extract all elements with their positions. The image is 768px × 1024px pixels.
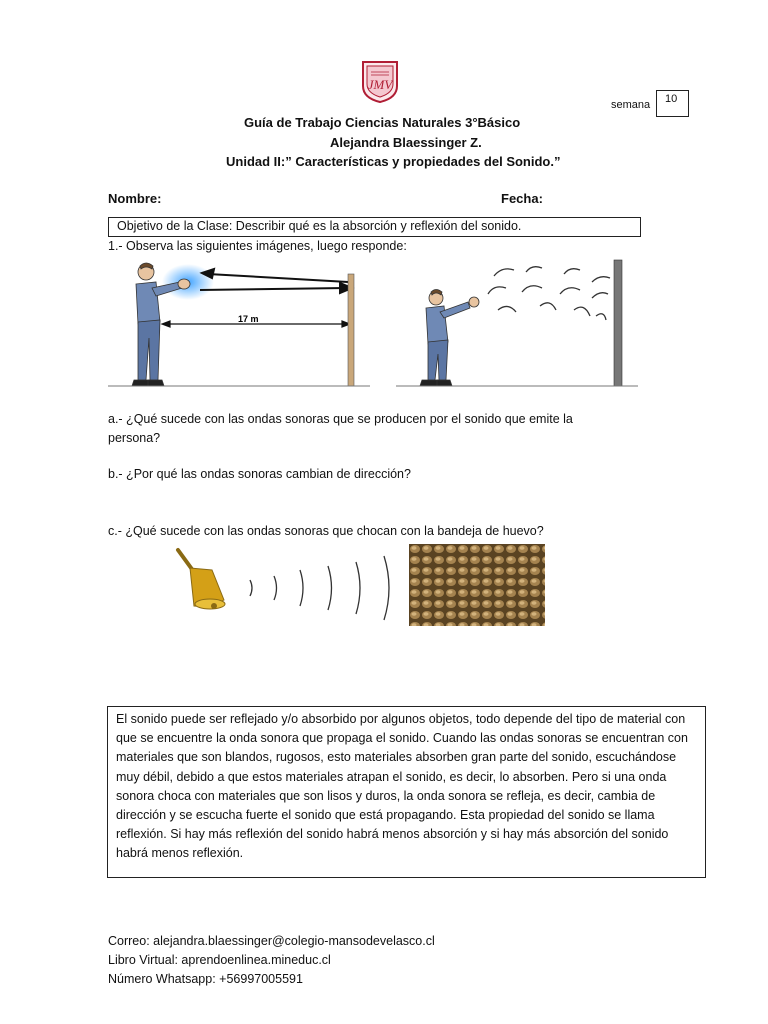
distance-label: 17 m (238, 314, 259, 324)
question-c: c.- ¿Qué sucede con las ondas sonoras que chocan con la bandeja de huevo? (108, 524, 544, 538)
wall (614, 260, 622, 386)
title-line-2: Alejandra Blaessinger Z. (330, 135, 482, 150)
wall-post (348, 274, 354, 386)
nombre-label: Nombre: (108, 191, 162, 206)
semana-label: semana (611, 99, 651, 111)
bell-icon (178, 550, 225, 609)
figure-bell-waves (172, 546, 412, 628)
figure-sound-reflection (396, 258, 638, 388)
sound-arrows (200, 269, 352, 293)
person-figure-2 (420, 290, 479, 387)
egg-tray-image (409, 544, 545, 626)
figure-sound-travel (108, 258, 370, 388)
sound-waves (250, 556, 389, 620)
question-b: b.- ¿Por qué las ondas sonoras cambian de dirección? (108, 467, 411, 481)
footer-whatsapp: Número Whatsapp: +56997005591 (108, 972, 303, 986)
title-line-3: Unidad II:” Características y propiedades del Sonido.” (226, 154, 561, 169)
reflected-waves (488, 267, 610, 320)
fecha-label: Fecha: (501, 191, 543, 206)
footer-libro: Libro Virtual: aprendoenlinea.mineduc.cl (108, 953, 331, 967)
footer-email: Correo: alejandra.blaessinger@colegio-mansodevelasco.cl (108, 934, 435, 948)
question-a: a.- ¿Qué sucede con las ondas sonoras que se producen por el sonido que emite la persona? (108, 412, 573, 445)
title-line-1: Guía de Trabajo Ciencias Naturales 3°Básico (244, 115, 521, 130)
objetivo-box: Objetivo de la Clase: Describir qué es la absorción y reflexión del sonido. (108, 217, 641, 237)
school-logo (361, 60, 399, 104)
info-box: El sonido puede ser reflejado y/o absorbido por algunos objetos, todo depende del tipo de material con que se encuentre la onda sonora que propaga el sonido. Cuando las ondas sonoras se encuentran con materiales que son blandos, rugosos, esto materiales absorben gran parte del sonido, escuchándose muy débil, debido a que estos materiales atrapan el sonido, es decir, lo absorben. Pero si una onda sonora choca con materiales que son lisos y duros, la onda sonora se refleja, es decir, cambia de dirección y se escucha fuerte el sonido que está propagando. Esta propiedad del sonido se llama reflexión. Si hay más reflexión del sonido habrá menos absorción y si hay más absorción del sonido habrá menos reflexión. (107, 706, 706, 878)
semana-number-box: 10 (656, 90, 689, 117)
svg-text:JMV: JMV (367, 77, 393, 92)
question-1: 1.- Observa las siguientes imágenes, luego responde: (108, 239, 407, 253)
